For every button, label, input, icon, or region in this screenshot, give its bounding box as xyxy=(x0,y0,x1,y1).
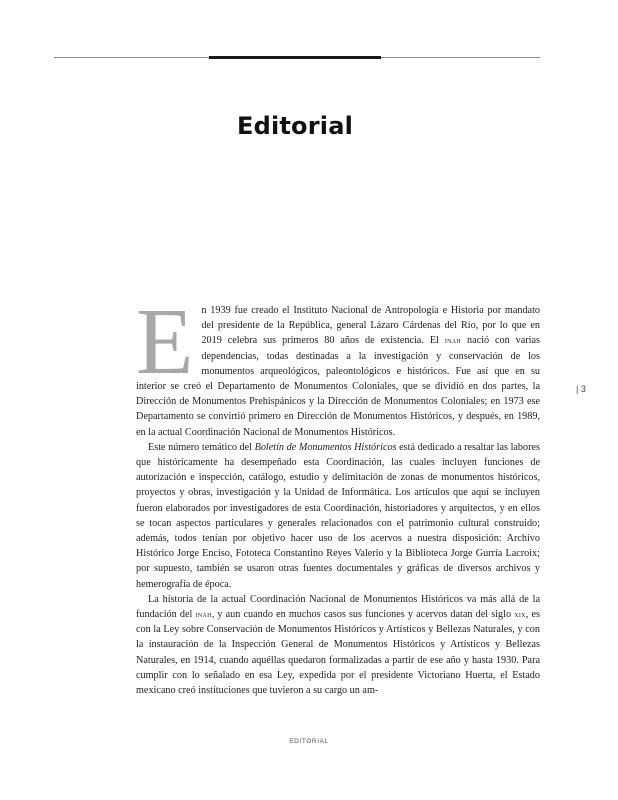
acronym: inah xyxy=(444,335,462,346)
page-number: | 3 xyxy=(576,384,586,394)
journal-title: Boletín de Monumentos Históricos xyxy=(254,441,397,453)
header-rule-accent xyxy=(209,56,381,59)
paragraph-1: En 1939 fue creado el Instituto Nacional de Antropología e Historia por mandato del presidente de la República, general Lázaro Cárdenas del Río, por lo que en 2019 celebra sus primeros 80 años de existencia. El inah nació con varias dependencias, todas destinadas a la investigación y conservación de los monumentos arqueológicos, paleontológicos e históricos. Fue así que en su interior se creó el Departamento de Monumentos Coloniales, que se dividió en dos partes, la Dirección de Monumentos Prehispánicos y la Dirección de Monumentos Coloniales; en 1973 ese Departamento se convirtió primero en Dirección de Monumentos Históricos, y después, en 1989, en la actual Coordinación Nacional de Monumentos Históricos. xyxy=(136,290,540,438)
article-body xyxy=(136,290,540,698)
century-numeral: xix xyxy=(514,609,526,620)
paragraph-2: Este número temático del Boletín de Monumentos Históricos está dedicado a resaltar las labores que históricamente ha desempeñado esta Coordinación, las cuales incluyen funciones de autorización e inspección, catálogo, estudio y delimitación de zonas de monumentos históricos, proyectos y obras, investigación y la Unidad de Informática. Los artículos que aquí se incluyen fueron elaborados por investigadores de esta Coordinación, historiadores y arquitectos, y en ellos se tocan aspectos particulares y generales relacionados con el patrimonio cultural construido; además, todos tenían por objetivo hacer uso de los acervos a nuestra disposición: Archivo Histórico Jorge Enciso, Fototeca Constantino Reyes Valerio y la Biblioteca Jorge Gurría Lacroix; por supuesto, también se usaron otras fuentes documentales y gráficas de diversos archivos y hemerografía de época. xyxy=(136,441,540,590)
acronym: inah xyxy=(195,609,212,620)
running-footer: EDITORIAL xyxy=(289,738,329,745)
page-title: Editorial xyxy=(236,112,354,141)
paragraph-3: La historia de la actual Coordinación Nacional de Monumentos Históricos va más allá de la fundación del inah, y aun cuando en muchos casos sus funciones y acervos datan del siglo xix, es con la Ley sobre Conservación de Monumentos Históricos y Artísticos y Bellezas Naturales, y con la instauración de la Inspección General de Monumentos Históricos y Artísticos y Bellezas Naturales, en 1914, cuando aquéllas quedaron formalizadas a partir de ese año y hasta 1930. Para cumplir con lo señalado en esa Ley, expedida por el presidente Victoriano Huerta, el Estado mexicano creó instituciones que tuvieron a su cargo un am- xyxy=(136,593,540,697)
drop-cap: E xyxy=(136,290,194,394)
